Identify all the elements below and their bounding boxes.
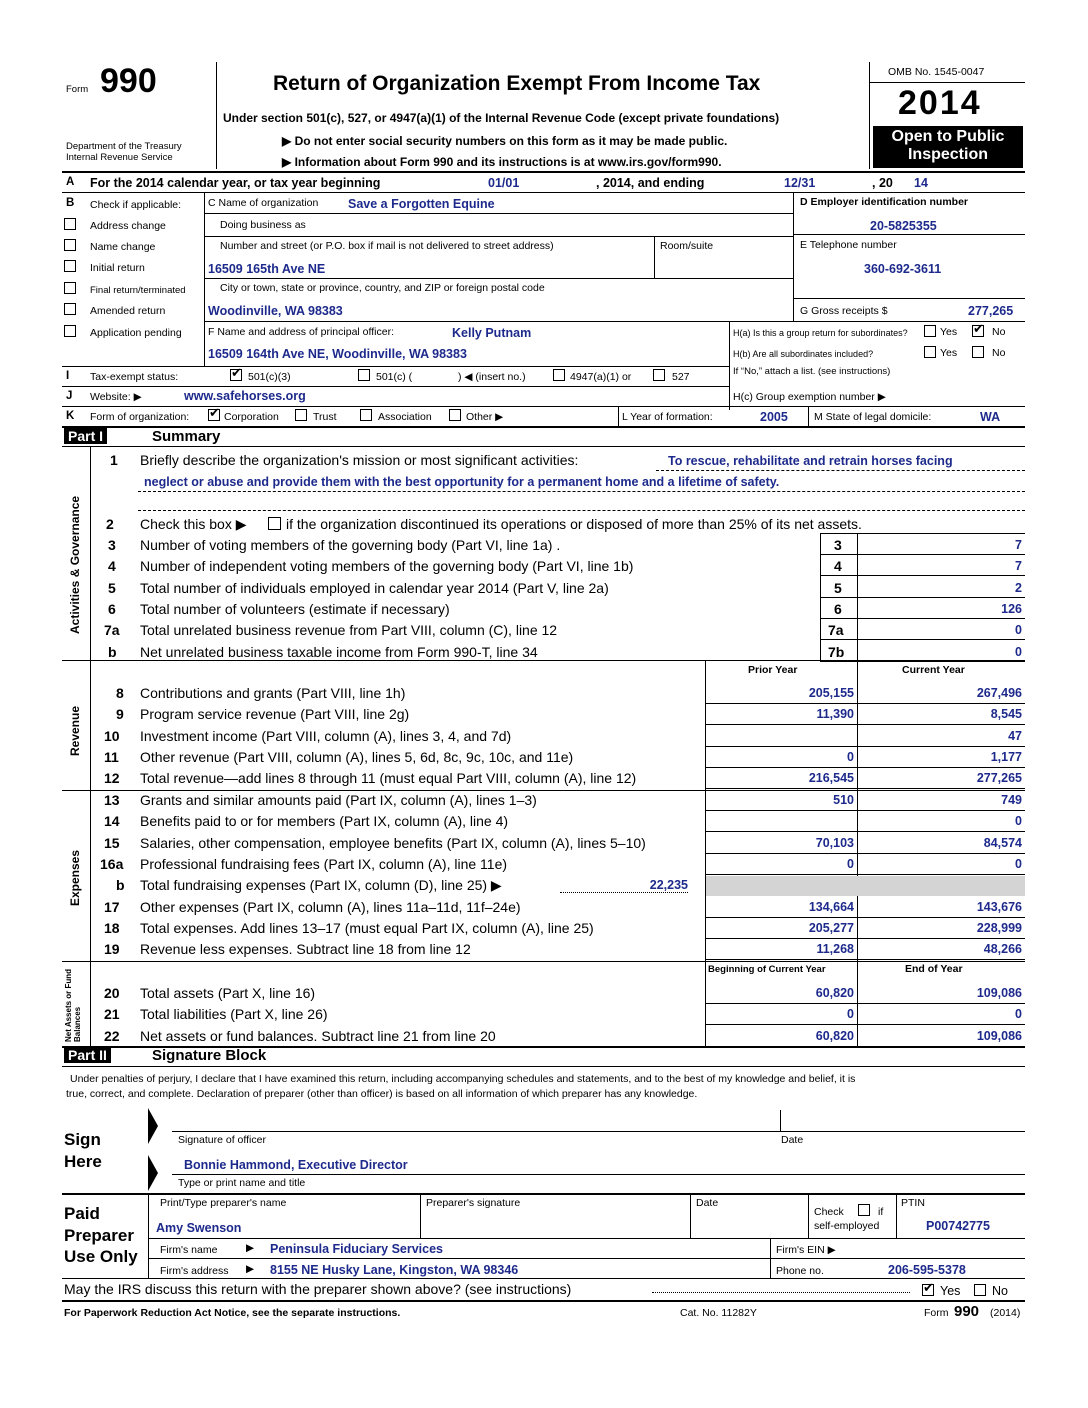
phone-label: E Telephone number	[800, 239, 897, 251]
mission-line-1[interactable]: To rescue, rehabilitate and retrain horses facing	[668, 454, 953, 468]
principal-officer-address[interactable]: 16509 164th Ave NE, Woodinville, WA 98383	[208, 347, 467, 361]
revenue-line-num: 11	[104, 748, 119, 765]
expense-line-current-value[interactable]: 143,676	[976, 899, 1022, 914]
officer-name-title[interactable]: Bonnie Hammond, Executive Director	[184, 1158, 408, 1172]
expense-line-num: b	[116, 877, 125, 894]
expense-line-text: Professional fundraising fees (Part IX, column (A), line 11e)	[140, 855, 508, 872]
info-notice: ▶ Information about Form 990 and its instructions is at www.irs.gov/form990.	[282, 155, 722, 169]
revenue-line-current-value[interactable]: 277,265	[976, 771, 1022, 786]
dept-label: Department of the Treasury	[66, 141, 182, 152]
sign-arrow-1	[148, 1108, 158, 1144]
form-number: 990	[100, 62, 157, 100]
net-assets-side-label: Net Assets or Fund Balances	[64, 968, 82, 1042]
gov-line-text: Number of voting members of the governing body (Part VI, line 1a) .	[140, 537, 561, 553]
other-org-label: Other ▶	[466, 411, 504, 423]
group-return-no-checkbox[interactable]	[972, 325, 984, 337]
part-2-tag: Part II	[64, 1047, 111, 1063]
expense-line-prior-value[interactable]: 11,268	[816, 942, 854, 957]
preparer-phone-value[interactable]: 206-595-5378	[888, 1263, 966, 1277]
city-value[interactable]: Woodinville, WA 98383	[208, 304, 343, 318]
year-formation-value[interactable]: 2005	[760, 410, 788, 424]
firm-name-value[interactable]: Peninsula Fiduciary Services	[270, 1242, 443, 1256]
net-asset-line-num: 20	[104, 985, 120, 1001]
expense-line-prior-value[interactable]: 510	[833, 793, 854, 807]
initial-return-checkbox[interactable]	[64, 260, 76, 272]
subordinates-no-checkbox[interactable]	[972, 346, 984, 358]
expense-line-current-value[interactable]: 0	[1015, 814, 1022, 829]
subordinates-no-label: No	[992, 347, 1006, 359]
application-pending-label: Application pending	[90, 327, 182, 339]
status-501c3-label: 501(c)(3)	[248, 371, 291, 383]
expense-line-current-value[interactable]: 0	[1015, 856, 1022, 871]
section-b-letter: B	[66, 197, 75, 209]
revenue-line-text: Other revenue (Part VIII, column (A), lines 5, 6d, 8c, 9c, 10c, and 11e)	[140, 748, 574, 765]
revenue-line-prior-value[interactable]: 0	[847, 749, 854, 764]
revenue-line-current-value[interactable]: 47	[1008, 728, 1022, 743]
gov-row-rule	[820, 639, 1025, 640]
gov-line-text: Total number of individuals employed in calendar year 2014 (Part V, line 2a)	[140, 579, 609, 596]
preparer-signature-label: Preparer's signature	[426, 1197, 521, 1209]
amended-return-label: Amended return	[90, 305, 166, 317]
revenue-line-text: Contributions and grants (Part VIII, line 1h)	[140, 685, 406, 701]
revenue-line-rule	[705, 724, 1025, 725]
group-return-yes-label: Yes	[940, 326, 958, 338]
footer-form-year: (2014)	[990, 1307, 1021, 1319]
status-527-label: 527	[672, 371, 690, 383]
revenue-line-num: 9	[116, 706, 124, 723]
net-asset-line-text: Total liabilities (Part X, line 26)	[140, 1006, 328, 1023]
firm-ein-label: Firm's EIN ▶	[776, 1244, 836, 1256]
line-i-letter: I	[66, 370, 70, 382]
group-return-no-label: No	[992, 326, 1006, 338]
self-employed-checkbox[interactable]	[858, 1204, 870, 1216]
trust-checkbox[interactable]	[295, 409, 307, 421]
status-527-checkbox[interactable]	[653, 369, 665, 381]
expense-line-num: 13	[104, 792, 120, 808]
line-16b-shaded	[706, 876, 1025, 896]
expense-line-prior-value[interactable]: 134,664	[808, 899, 854, 914]
net-asset-line-prior-value[interactable]: 0	[847, 1007, 854, 1022]
net-asset-line-text: Total assets (Part X, line 16)	[140, 985, 316, 1001]
ptin-label: PTIN	[901, 1197, 925, 1209]
initial-return-label: Initial return	[90, 262, 145, 274]
inspection-label: Inspection	[907, 146, 988, 163]
gov-row-rule	[820, 597, 1025, 598]
trust-label: Trust	[313, 411, 337, 423]
org-name-value[interactable]: Save a Forgotten Equine	[348, 197, 495, 211]
discuss-leader	[652, 1292, 910, 1293]
expense-line-current-value[interactable]: 749	[1001, 793, 1022, 807]
discuss-yes-checkbox[interactable]	[922, 1284, 934, 1296]
check-applicable-label: Check if applicable:	[90, 199, 182, 211]
group-return-question: H(a) Is this a group return for subordinates?	[733, 328, 908, 338]
line-2-num: 2	[106, 516, 114, 532]
city-label: City or town, state or province, country, and ZIP or foreign postal code	[220, 282, 545, 294]
tax-year-end-year[interactable]: 14	[914, 176, 928, 190]
discuss-yes-label: Yes	[940, 1284, 961, 1298]
association-checkbox[interactable]	[360, 409, 372, 421]
sign-date-label: Date	[781, 1134, 804, 1146]
net-asset-line-num: 22	[104, 1027, 120, 1044]
subordinates-yes-label: Yes	[940, 347, 958, 359]
amended-return-checkbox[interactable]	[64, 303, 76, 315]
footer-form-prefix: Form	[924, 1307, 949, 1319]
expense-line-rule	[705, 831, 1025, 832]
net-asset-line-current-value[interactable]: 109,086	[976, 986, 1022, 1000]
revenue-line-text: Program service revenue (Part VIII, line 2g)	[140, 706, 410, 723]
beginning-year-header: Beginning of Current Year	[708, 964, 826, 975]
expense-line-prior-value[interactable]: 205,277	[808, 920, 854, 935]
website-value[interactable]: www.safehorses.org	[184, 389, 306, 403]
gov-line-value[interactable]: 7	[1015, 538, 1022, 552]
gov-line-num: 3	[108, 537, 116, 553]
status-501c-label: 501(c) (	[376, 371, 413, 383]
status-insert-no-label: ) ◀ (insert no.)	[458, 371, 526, 383]
gov-line-box: 5	[834, 579, 842, 596]
revenue-line-rule	[705, 767, 1025, 768]
status-501c3-checkbox[interactable]	[230, 369, 242, 381]
expense-line-text: Other expenses (Part IX, column (A), lines 11a–11d, 11f–24e)	[140, 898, 521, 915]
street-label: Number and street (or P.O. box if mail is not delivered to street address)	[220, 240, 554, 252]
gov-line-box: 4	[834, 558, 842, 575]
expense-line-rule	[705, 959, 1025, 960]
phone-value[interactable]: 360-692-3611	[864, 262, 942, 276]
gov-row-rule	[820, 575, 1025, 576]
net-asset-line-rule	[705, 1024, 1025, 1025]
form-subtitle: Under section 501(c), 527, or 4947(a)(1) of the Internal Revenue Code (except private foundations)	[223, 111, 780, 125]
discuss-no-checkbox[interactable]	[974, 1284, 986, 1296]
expense-line-rule	[705, 874, 1025, 875]
firm-address-arrow-icon: ▶	[246, 1263, 255, 1275]
signature-officer-label: Signature of officer	[178, 1134, 266, 1146]
gov-line-num: b	[108, 643, 117, 660]
corporation-label: Corporation	[224, 411, 279, 423]
expense-line-num: 15	[104, 834, 120, 851]
tax-exempt-status-label: Tax-exempt status:	[90, 371, 179, 383]
check-label: Check	[814, 1206, 844, 1218]
revenue-line-num: 8	[116, 685, 124, 701]
gov-line-box: 3	[834, 537, 842, 553]
preparer-name-value[interactable]: Amy Swenson	[156, 1221, 242, 1235]
name-change-label: Name change	[90, 241, 156, 253]
form-of-org-label: Form of organization:	[90, 411, 190, 423]
gov-line-box: 6	[834, 600, 842, 617]
expense-line-num: 16a	[100, 855, 124, 872]
paid-label: Paid	[64, 1204, 100, 1223]
firm-address-label: Firm's address	[160, 1265, 229, 1277]
net-asset-line-text: Net assets or fund balances. Subtract line 21 from line 20	[140, 1027, 496, 1044]
revenue-line-current-value[interactable]: 8,545	[990, 707, 1022, 722]
ein-label: D Employer identification number	[800, 196, 969, 208]
ssn-notice: ▶ Do not enter social security numbers on this form as it may be made public.	[282, 134, 728, 148]
revenue-line-rule	[705, 703, 1025, 704]
revenue-line-num: 12	[104, 770, 120, 787]
gov-line-num: 6	[108, 600, 116, 617]
expense-line-current-value[interactable]: 84,574	[983, 835, 1022, 850]
omb-number: OMB No. 1545-0047	[888, 66, 985, 78]
name-change-checkbox[interactable]	[64, 239, 76, 251]
irs-label: Internal Revenue Service	[66, 152, 173, 163]
footer-form-number: 990	[954, 1303, 980, 1320]
gov-row-rule	[820, 554, 1025, 555]
association-label: Association	[378, 411, 432, 423]
final-return-checkbox[interactable]	[64, 282, 76, 294]
net-asset-line-rule	[705, 1003, 1025, 1004]
group-exemption-label: H(c) Group exemption number ▶	[733, 391, 886, 403]
line-k-letter: K	[66, 410, 75, 422]
year-formation-label: L Year of formation:	[622, 411, 713, 423]
state-domicile-label: M State of legal domicile:	[814, 411, 932, 423]
expense-line-rule	[705, 810, 1025, 811]
gov-line-num: 4	[108, 558, 116, 575]
line-j-letter: J	[66, 390, 73, 402]
principal-officer-label: F Name and address of principal officer:	[208, 326, 394, 338]
gov-line-text: Total number of volunteers (estimate if necessary)	[140, 600, 450, 617]
dba-label: Doing business as	[220, 219, 306, 231]
net-asset-line-prior-value[interactable]: 60,820	[815, 1028, 854, 1043]
gross-receipts-value[interactable]: 277,265	[968, 304, 1014, 318]
gov-line-value[interactable]: 0	[1015, 623, 1022, 638]
open-public-label: Open to Public	[891, 128, 1005, 145]
revenue-line-num: 10	[104, 727, 120, 744]
line-a-text: For the 2014 calendar year, or tax year beginning	[90, 176, 381, 190]
preparer-date-label: Date	[696, 1197, 719, 1209]
tax-year: 2014	[898, 84, 982, 122]
status-501c-checkbox[interactable]	[358, 369, 370, 381]
expense-line-num: 18	[104, 919, 120, 936]
org-name-label: C Name of organization	[208, 197, 319, 209]
revenue-line-prior-value[interactable]: 205,155	[808, 686, 854, 700]
expense-line-current-value[interactable]: 48,266	[983, 942, 1022, 957]
gov-line-value[interactable]: 0	[1015, 644, 1022, 659]
gov-line-box: 7b	[828, 643, 845, 660]
gov-line-text: Total unrelated business revenue from Part VIII, column (C), line 12	[140, 622, 558, 639]
revenue-side-label: Revenue	[68, 705, 82, 756]
paperwork-notice: For Paperwork Reduction Act Notice, see the separate instructions.	[64, 1307, 401, 1319]
final-return-label: Final return/terminated	[90, 285, 186, 296]
tax-year-begin[interactable]: 01/01	[488, 176, 520, 190]
expense-line-rule	[705, 917, 1025, 918]
part-1-title: Summary	[152, 428, 221, 445]
line-a-mid: , 2014, and ending	[596, 176, 705, 190]
expenses-side-label: Expenses	[68, 849, 82, 906]
firm-name-label: Firm's name	[160, 1244, 218, 1256]
other-org-checkbox[interactable]	[449, 409, 461, 421]
gov-line-value[interactable]: 2	[1015, 580, 1022, 595]
expense-line-inline-value[interactable]: 22,235	[560, 878, 688, 893]
expense-line-num: 19	[104, 941, 120, 958]
revenue-line-rule	[705, 746, 1025, 747]
gov-line-box: 7a	[828, 622, 844, 639]
net-assets-side-label-wrap	[64, 966, 88, 1046]
preparer-label: Preparer	[64, 1226, 134, 1245]
line-1-num: 1	[110, 452, 118, 468]
use-only-label: Use Only	[64, 1247, 138, 1266]
gov-line-text: Net unrelated business taxable income from Form 990-T, line 34	[140, 643, 538, 660]
expense-line-text: Grants and similar amounts paid (Part IX, column (A), lines 1–3)	[140, 792, 537, 808]
expense-line-text: Revenue less expenses. Subtract line 18 from line 12	[140, 941, 471, 958]
revenue-line-prior-value[interactable]: 11,390	[816, 707, 854, 722]
ein-value[interactable]: 20-5825355	[870, 219, 937, 233]
part-2-title: Signature Block	[152, 1047, 267, 1064]
net-asset-line-prior-value[interactable]: 60,820	[815, 986, 854, 1000]
gross-receipts-label: G Gross receipts $	[800, 305, 888, 317]
preparer-name-label: Print/Type preparer's name	[160, 1197, 287, 1209]
expense-line-text: Benefits paid to or for members (Part IX, column (A), line 4)	[140, 813, 509, 830]
firm-name-arrow-icon: ▶	[246, 1242, 255, 1254]
activities-governance-side-label: Activities & Governance	[68, 495, 82, 634]
officer-signature-field[interactable]	[172, 1110, 778, 1130]
expense-line-text: Total fundraising expenses (Part IX, column (D), line 25) ▶	[140, 877, 502, 894]
application-pending-checkbox[interactable]	[64, 325, 76, 337]
type-print-label: Type or print name and title	[178, 1177, 306, 1189]
address-change-label: Address change	[90, 220, 166, 232]
here-label: Here	[64, 1152, 102, 1171]
expense-line-rule	[705, 938, 1025, 939]
address-change-checkbox[interactable]	[64, 218, 76, 230]
open-public-box	[873, 126, 1023, 168]
line-a-yr-prefix: , 20	[872, 176, 893, 190]
ptin-value[interactable]: P00742775	[926, 1219, 990, 1233]
form-word: Form	[66, 84, 89, 95]
state-domicile-value[interactable]: WA	[980, 410, 1001, 424]
net-asset-line-num: 21	[104, 1006, 120, 1023]
penalty-text-1: Under penalties of perjury, I declare that I have examined this return, including accompanying schedules and statements, and to the best of my knowledge and belief, it is	[70, 1073, 856, 1085]
firm-address-value[interactable]: 8155 NE Husky Lane, Kingston, WA 98346	[270, 1263, 519, 1277]
line-a-letter: A	[66, 176, 75, 188]
gov-line-text: Number of independent voting members of the governing body (Part VI, line 1b)	[140, 558, 634, 575]
net-asset-line-current-value[interactable]: 109,086	[976, 1028, 1022, 1043]
expense-line-text: Salaries, other compensation, employee benefits (Part IX, column (A), lines 5–10)	[140, 834, 646, 851]
expense-line-text: Total expenses. Add lines 13–17 (must equal Part IX, column (A), line 25)	[140, 919, 594, 936]
catalog-number: Cat. No. 11282Y	[680, 1307, 757, 1319]
if-label: if	[878, 1206, 884, 1218]
sign-label: Sign	[64, 1130, 101, 1149]
end-year-header: End of Year	[905, 963, 963, 975]
expense-line-num: 14	[104, 813, 120, 830]
discontinued-checkbox[interactable]	[268, 517, 281, 530]
expense-line-prior-value[interactable]: 0	[847, 856, 854, 871]
gov-line-value[interactable]: 7	[1015, 559, 1022, 574]
street-value[interactable]: 16509 165th Ave NE	[208, 262, 326, 276]
part-1-tag: Part I	[64, 428, 107, 444]
sign-arrow-2	[148, 1155, 158, 1191]
principal-officer-name[interactable]: Kelly Putnam	[452, 326, 532, 340]
form-title: Return of Organization Exempt From Income Tax	[273, 72, 761, 95]
irs-discuss-question: May the IRS discuss this return with the preparer shown above? (see instructions)	[64, 1281, 572, 1297]
preparer-signature-field[interactable]	[422, 1212, 688, 1236]
expense-line-num: 17	[104, 898, 120, 915]
current-year-header: Current Year	[902, 664, 965, 676]
preparer-phone-label: Phone no.	[776, 1265, 824, 1277]
subordinates-note: If “No,” attach a list. (see instructions)	[733, 366, 891, 377]
subordinates-yes-checkbox[interactable]	[924, 346, 936, 358]
prior-year-header: Prior Year	[748, 664, 798, 676]
status-4947-label: 4947(a)(1) or	[570, 371, 632, 383]
line-2-text: Check this box ▶	[140, 516, 247, 532]
revenue-line-current-value[interactable]: 1,177	[990, 749, 1022, 764]
net-asset-line-current-value[interactable]: 0	[1015, 1007, 1022, 1022]
group-return-yes-checkbox[interactable]	[924, 325, 936, 337]
tax-year-end[interactable]: 12/31	[784, 176, 816, 190]
expense-line-prior-value[interactable]: 70,103	[815, 835, 854, 850]
expense-line-rule	[705, 853, 1025, 854]
revenue-line-text: Investment income (Part VIII, column (A), lines 3, 4, and 7d)	[140, 727, 512, 744]
gov-line-value[interactable]: 126	[1001, 601, 1022, 616]
website-label: Website: ▶	[90, 391, 142, 403]
gov-line-num: 7a	[104, 622, 120, 639]
line-1-text: Briefly describe the organization's mission or most significant activities:	[140, 452, 579, 468]
corporation-checkbox[interactable]	[208, 409, 220, 421]
gov-row-rule	[820, 618, 1025, 619]
expense-line-current-value[interactable]: 228,999	[976, 920, 1022, 935]
mission-line-2[interactable]: neglect or abuse and provide them with the best opportunity for a permanent home and a lifetime of safety.	[144, 475, 780, 489]
self-employed-label: self-employed	[814, 1220, 880, 1232]
room-suite-label: Room/suite	[660, 240, 714, 252]
subordinates-question: H(b) Are all subordinates included?	[733, 349, 874, 359]
penalty-text-2: true, correct, and complete. Declaration of preparer (other than officer) is based on all information of which preparer has any knowledge.	[66, 1088, 698, 1100]
gov-line-num: 5	[108, 579, 116, 596]
revenue-line-text: Total revenue—add lines 8 through 11 (must equal Part VIII, column (A), line 12)	[140, 770, 637, 787]
line-2-rest: if the organization discontinued its operations or disposed of more than 25% of its net assets.	[286, 516, 862, 532]
discuss-no-label: No	[992, 1284, 1008, 1298]
revenue-line-prior-value[interactable]: 216,545	[808, 771, 854, 786]
revenue-line-current-value[interactable]: 267,496	[976, 686, 1022, 700]
status-4947-checkbox[interactable]	[553, 369, 565, 381]
